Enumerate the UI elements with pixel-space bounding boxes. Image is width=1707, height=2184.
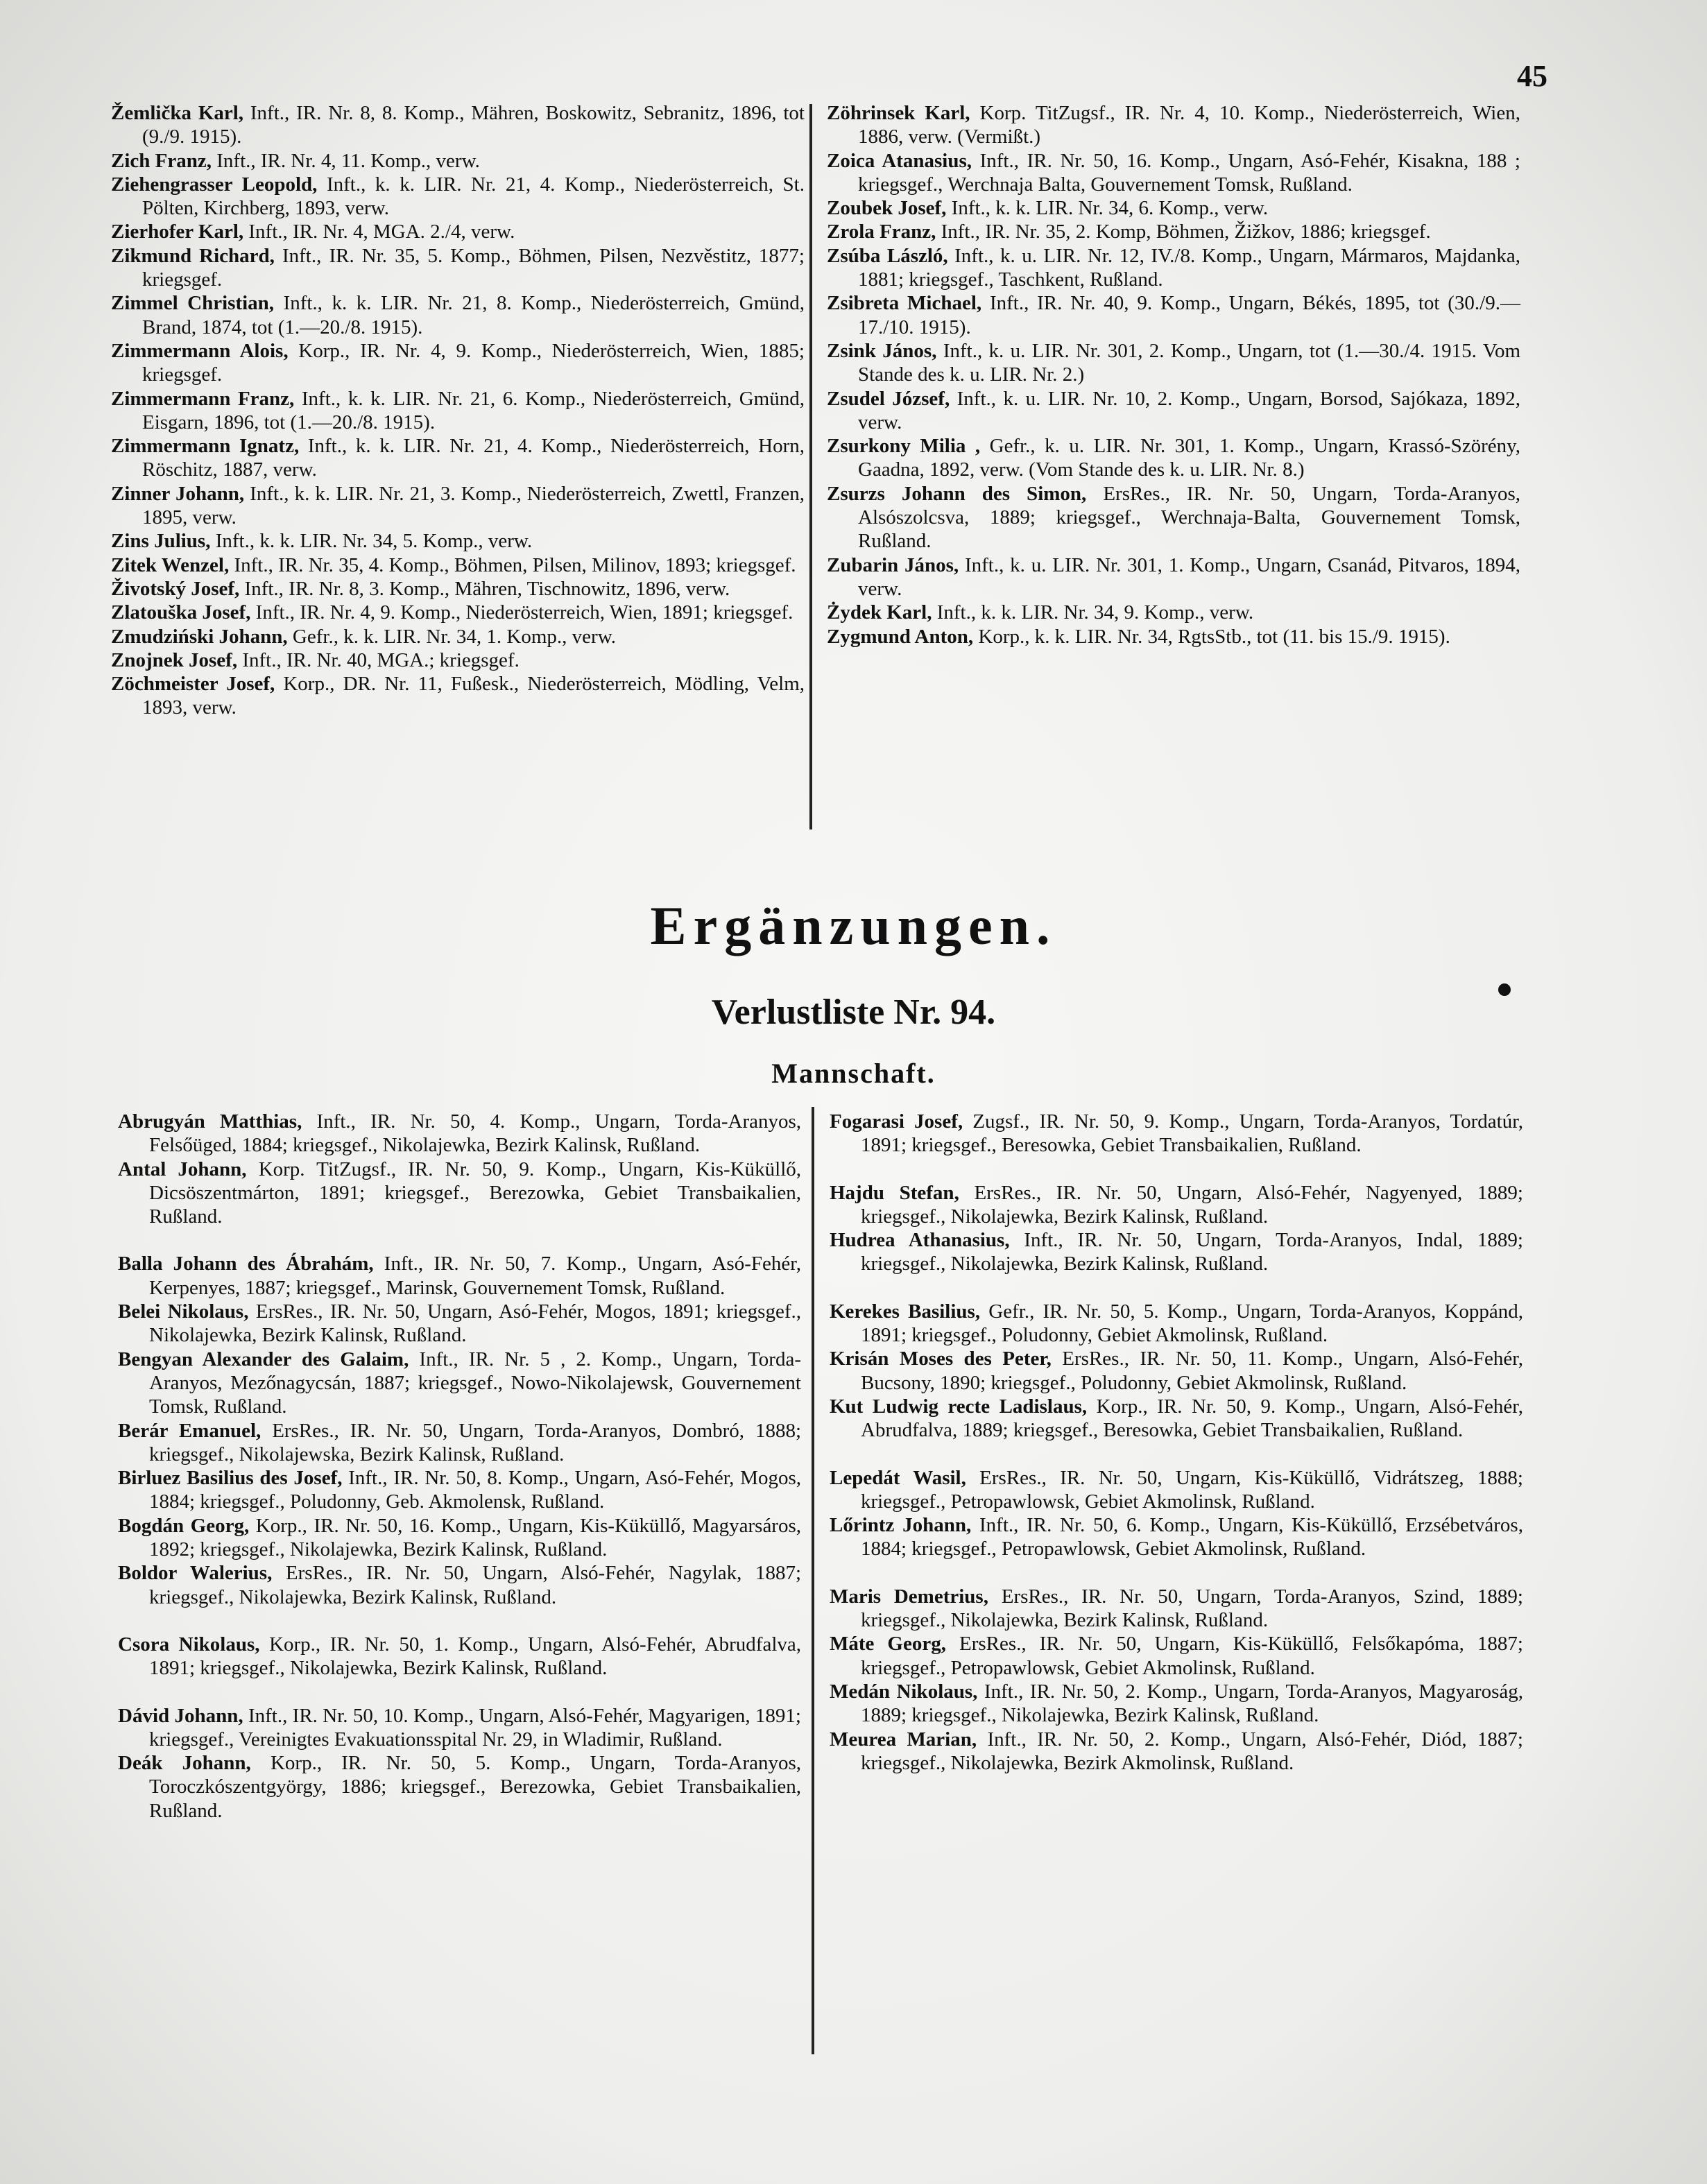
entry-details: Inft., IR. Nr. 50, 4. Komp., Ungarn, Torda-Aranyos, Felsőüged, 1884; kriegsgef., Nikolajewka, Bezirk Kalinsk, Rußland.	[149, 1110, 802, 1157]
entry-name: Zinner Johann,	[111, 482, 245, 505]
entry-name: Dávid Johann,	[118, 1704, 243, 1727]
entry-details: Inft., IR. Nr. 8, 3. Komp., Mähren, Tischnowitz, 1896, verw.	[239, 577, 730, 600]
entry-details: ErsRes., IR. Nr. 50, Ungarn, Torda-Aranyos, Szind, 1889; kriegsgef., Nikolajewka, Bezirk Kalinsk, Rußland.	[861, 1585, 1523, 1632]
entry-name: Lepedát Wasil,	[830, 1466, 966, 1489]
entry-details: Inft., IR. Nr. 8, 8. Komp., Mähren, Boskowitz, Sebranitz, 1896, tot (9./9. 1915).	[142, 102, 805, 148]
entry-name: Zoubek Josef,	[827, 197, 947, 220]
entry-name: Zsurzs Johann des Simon,	[827, 482, 1087, 505]
casualty-entry	[830, 1513, 1523, 1561]
entry-details: Inft., IR. Nr. 4, MGA. 2./4, verw.	[243, 221, 515, 243]
entry-details: Korp. TitZugsf., IR. Nr. 50, 9. Komp., Ungarn, Kis-Küküllő, Dicsöszentmárton, 1891; kriegsgef., Berezowka, Gebiet Transbaikalien, Rußland.	[149, 1158, 802, 1228]
entry-details: Inft., IR. Nr. 35, 4. Komp., Böhmen, Pilsen, Milinov, 1893; kriegsgef.	[229, 553, 796, 576]
entry-name: Znojnek Josef,	[111, 648, 238, 671]
casualty-entry	[118, 1466, 801, 1514]
entry-name: Zsink János,	[827, 339, 937, 362]
entry-name: Hajdu Stefan,	[830, 1181, 959, 1204]
bottom-left-column	[118, 1110, 801, 1823]
casualty-entry	[830, 1110, 1523, 1158]
entry-details: Korp., IR. Nr. 50, 9. Komp., Ungarn, Alsó-Fehér, Abrudfalva, 1889; kriegsgef., Beresowka, Gebiet Transbaikalien, Rußland.	[861, 1395, 1523, 1442]
casualty-entry	[830, 1347, 1523, 1395]
column-divider-bottom	[812, 1107, 814, 2054]
entry-details: Zugsf., IR. Nr. 50, 9. Komp., Ungarn, Torda-Aranyos, Tordatúr, 1891; kriegsgef., Beresowka, Gebiet Transbaikalien, Rußland.	[861, 1110, 1523, 1157]
entry-name: Birluez Basilius des Josef,	[118, 1467, 343, 1490]
casualty-entry	[111, 387, 805, 435]
page-number: 45	[1517, 59, 1547, 93]
entry-name: Abrugyán Matthias,	[118, 1110, 302, 1133]
casualty-entry	[111, 553, 805, 577]
casualty-entry	[830, 1680, 1523, 1728]
top-right-column	[827, 101, 1520, 648]
entry-name: Zitek Wenzel,	[111, 553, 230, 576]
entry-details: Inft., k. k. LIR. Nr. 21, 6. Komp., Niederösterreich, Gmünd, Eisgarn, 1896, tot (1.—20./8. 1915).	[142, 387, 805, 433]
entry-details: ErsRes., IR. Nr. 50, Ungarn, Alsó-Fehér, Nagyenyed, 1889; kriegsgef., Nikolajewka, Bezirk Kalinsk, Rußland.	[861, 1181, 1523, 1228]
entry-name: Zöhrinsek Karl,	[827, 102, 970, 124]
entry-name: Zlatouška Josef,	[111, 601, 251, 624]
entry-name: Zrola Franz,	[827, 221, 936, 243]
entry-name: Zich Franz,	[111, 149, 212, 172]
print-speck	[1498, 983, 1511, 996]
entry-details: Korp., IR. Nr. 50, 5. Komp., Ungarn, Torda-Aranyos, Toroczkószentgyörgy, 1886; kriegsgef., Berezowka, Gebiet Transbaikalien, Rußland.	[149, 1752, 802, 1822]
entry-name: Zikmund Richard,	[111, 244, 275, 267]
entry-name: Zierhofer Karl,	[111, 221, 244, 243]
casualty-entry	[118, 1158, 801, 1229]
entry-gap	[830, 1443, 1523, 1466]
entry-details: Inft., IR. Nr. 50, 8. Komp., Ungarn, Asó-Fehér, Mogos, 1884; kriegsgef., Poludonny, Geb. Akmolensk, Rußland.	[149, 1467, 801, 1513]
casualty-entry	[118, 1704, 801, 1752]
entry-details: ErsRes., IR. Nr. 50, 11. Komp., Ungarn, Alsó-Fehér, Bucsony, 1890; kriegsgef., Poludonny, Gebiet Akmolinsk, Rußland.	[861, 1348, 1524, 1394]
casualty-entry	[111, 291, 805, 339]
entry-name: Fogarasi Josef,	[830, 1110, 963, 1133]
entry-details: Inft., IR. Nr. 40, 9. Komp., Ungarn, Békés, 1895, tot (30./9.—17./10. 1915).	[858, 292, 1520, 338]
entry-details: ErsRes., IR. Nr. 50, Ungarn, Asó-Fehér, Mogos, 1891; kriegsgef., Nikolajewka, Bezirk Kalinsk, Rußland.	[149, 1300, 801, 1347]
casualty-entry	[827, 244, 1520, 292]
entry-details: Inft., IR. Nr. 50, 10. Komp., Ungarn, Alsó-Fehér, Magyarigen, 1891; kriegsgef., Vereinigtes Evakuationsspital Nr. 29, in Wladimir, Rußland.	[149, 1704, 801, 1751]
entry-details: ErsRes., IR. Nr. 50, Ungarn, Kis-Küküllő, Vidrátszeg, 1888; kriegsgef., Petropawlowsk, Gebiet Akmolinsk, Rußland.	[861, 1466, 1523, 1513]
casualty-entry	[830, 1395, 1523, 1443]
section-title: Ergänzungen.	[650, 895, 1057, 956]
casualty-entry	[827, 196, 1520, 220]
casualty-entry	[111, 672, 805, 720]
entry-details: ErsRes., IR. Nr. 50, Ungarn, Kis-Küküllő, Felsőkapóma, 1887; kriegsgef., Petropawlowsk, Gebiet Akmolinsk, Rußland.	[861, 1633, 1523, 1679]
entry-gap	[830, 1158, 1523, 1181]
casualty-entry	[827, 291, 1520, 339]
entry-details: Inft., IR. Nr. 50, 16. Komp., Ungarn, Asó-Fehér, Kisakna, 188 ; kriegsgef., Werchnaja Balta, Gouvernement Tomsk, Rußland.	[858, 149, 1520, 196]
entry-details: Inft., k. u. LIR. Nr. 12, IV./8. Komp., Ungarn, Mármaros, Majdanka, 1881; kriegsgef., Taschkent, Rußland.	[858, 244, 1520, 291]
entry-details: Korp., IR. Nr. 50, 1. Komp., Ungarn, Alsó-Fehér, Abrudfalva, 1891; kriegsgef., Nikolajewka, Bezirk Kalinsk, Rußland.	[149, 1633, 801, 1680]
entry-details: Inft., k. k. LIR. Nr. 34, 6. Komp., verw.	[946, 197, 1269, 220]
entry-gap	[118, 1609, 801, 1633]
entry-details: Inft., k. k. LIR. Nr. 21, 3. Komp., Niederösterreich, Zwettl, Franzen, 1895, verw.	[142, 482, 805, 529]
entry-name: Bogdán Georg,	[118, 1514, 250, 1537]
entry-name: Životský Josef,	[111, 577, 240, 600]
entry-details: Gefr., k. u. LIR. Nr. 301, 1. Komp., Ungarn, Krassó-Szörény, Gaadna, 1892, verw. (Vom Stande des k. u. LIR. Nr. 8.)	[858, 435, 1520, 481]
casualty-entry	[118, 1348, 801, 1419]
entry-name: Žemlička Karl,	[111, 102, 244, 124]
entry-name: Zimmermann Ignatz,	[111, 435, 300, 458]
casualty-entry	[111, 220, 805, 243]
entry-details: Inft., IR. Nr. 50, 6. Komp., Ungarn, Kis-Küküllő, Erzsébetváros, 1884; kriegsgef., Petropawlowsk, Gebiet Akmolinsk, Rußland.	[861, 1514, 1523, 1560]
entry-details: Inft., IR. Nr. 50, Ungarn, Torda-Aranyos, Indal, 1889; kriegsgef., Nikolajewka, Bezirk Kalinsk, Rußland.	[861, 1229, 1523, 1275]
entry-name: Kerekes Basilius,	[830, 1300, 981, 1323]
entry-name: Medán Nikolaus,	[830, 1680, 978, 1703]
entry-details: Inft., IR. Nr. 4, 9. Komp., Niederösterreich, Wien, 1891; kriegsgef.	[250, 601, 794, 624]
casualty-entry	[830, 1632, 1523, 1680]
entry-details: ErsRes., IR. Nr. 50, Ungarn, Torda-Aranyos, Dombró, 1888; kriegsgef., Nikolajewska, Bezirk Kalinsk, Rußland.	[149, 1419, 801, 1465]
casualty-entry	[111, 625, 805, 648]
entry-name: Balla Johann des Ábrahám,	[118, 1253, 374, 1275]
entry-name: Krisán Moses des Peter,	[830, 1348, 1052, 1370]
casualty-entry	[118, 1561, 801, 1609]
casualty-entry	[827, 482, 1520, 553]
entry-details: Inft., IR. Nr. 5 , 2. Komp., Ungarn, Torda-Aranyos, Mezőnagycsán, 1887; kriegsgef., Nowo-Nikolajewsk, Gouvernement Tomsk, Rußland.	[149, 1348, 801, 1418]
entry-details: Inft., k. u. LIR. Nr. 301, 1. Komp., Ungarn, Csanád, Pitvaros, 1894, verw.	[858, 553, 1520, 600]
entry-name: Zygmund Anton,	[827, 625, 974, 648]
entry-gap	[118, 1228, 801, 1252]
entry-name: Żydek Karl,	[827, 601, 932, 624]
entry-name: Lőrintz Johann,	[830, 1514, 972, 1537]
entry-details: Inft., IR. Nr. 40, MGA.; kriegsgef.	[237, 648, 520, 671]
entry-name: Máte Georg,	[830, 1633, 946, 1656]
casualty-entry	[827, 601, 1520, 624]
entry-details: Inft., k. u. LIR. Nr. 301, 2. Komp., Ungarn, tot (1.—30./4. 1915. Vom Stande des k. u. LIR. Nr. 2.)	[858, 339, 1521, 386]
casualty-entry	[111, 648, 805, 672]
entry-details: Inft., IR. Nr. 35, 5. Komp., Böhmen, Pilsen, Nezvěstitz, 1877; kriegsgef.	[142, 244, 805, 291]
casualty-entry	[111, 577, 805, 601]
entry-details: ErsRes., IR. Nr. 50, Ungarn, Torda-Aranyos, Alsószolcsva, 1889; kriegsgef., Werchnaja-Balta, Gouvernement Tomsk, Rußland.	[858, 482, 1520, 553]
casualty-entry	[111, 244, 805, 292]
entry-name: Zimmermann Franz,	[111, 387, 295, 410]
entry-name: Belei Nikolaus,	[118, 1300, 249, 1323]
casualty-entry	[111, 339, 805, 387]
entry-details: ErsRes., IR. Nr. 50, Ungarn, Alsó-Fehér, Nagylak, 1887; kriegsgef., Nikolajewka, Bezirk Kalinsk, Rußland.	[149, 1562, 801, 1608]
casualty-entry	[827, 220, 1520, 243]
entry-details: Korp., IR. Nr. 50, 16. Komp., Ungarn, Kis-Küküllő, Magyarsáros, 1892; kriegsgef., Nikolajewka, Bezirk Kalinsk, Rußland.	[149, 1514, 802, 1561]
entry-name: Bengyan Alexander des Galaim,	[118, 1348, 409, 1370]
entry-name: Ziehengrasser Leopold,	[111, 173, 318, 196]
casualty-entry	[118, 1300, 801, 1348]
entry-name: Boldor Walerius,	[118, 1562, 273, 1585]
entry-name: Antal Johann,	[118, 1158, 247, 1180]
entry-name: Deák Johann,	[118, 1752, 251, 1775]
casualty-entry	[118, 1110, 801, 1158]
entry-name: Zimmermann Alois,	[111, 339, 289, 362]
casualty-entry	[111, 529, 805, 553]
group-title: Mannschaft.	[771, 1058, 936, 1089]
entry-details: Korp., IR. Nr. 4, 9. Komp., Niederösterreich, Wien, 1885; kriegsgef.	[142, 339, 805, 386]
casualty-entry	[118, 1751, 801, 1823]
casualty-entry	[118, 1633, 801, 1680]
casualty-entry	[118, 1514, 801, 1562]
entry-details: Korp., k. k. LIR. Nr. 34, RgtsStb., tot (11. bis 15./9. 1915).	[973, 625, 1450, 648]
casualty-entry	[827, 434, 1520, 482]
casualty-entry	[111, 601, 805, 624]
column-divider-top	[809, 104, 812, 829]
entry-details: Gefr., k. k. LIR. Nr. 34, 1. Komp., verw.	[287, 625, 617, 648]
entry-details: Inft., IR. Nr. 35, 2. Komp, Böhmen, Žižkov, 1886; kriegsgef.	[936, 221, 1431, 243]
entry-name: Meurea Marian,	[830, 1728, 977, 1751]
entry-name: Zimmel Christian,	[111, 292, 275, 315]
entry-details: Inft., IR. Nr. 50, 7. Komp., Ungarn, Asó-Fehér, Kerpenyes, 1887; kriegsgef., Marinsk, Gouvernement Tomsk, Rußland.	[149, 1253, 801, 1299]
casualty-entry	[827, 387, 1520, 435]
entry-gap	[830, 1276, 1523, 1300]
entry-details: Inft., k. k. LIR. Nr. 34, 9. Komp., verw.	[932, 601, 1254, 624]
entry-details: Inft., k. k. LIR. Nr. 21, 4. Komp., Niederösterreich, St. Pölten, Kirchberg, 1893, verw.	[142, 173, 805, 220]
bottom-right-column	[830, 1110, 1523, 1775]
entry-details: Inft., k. k. LIR. Nr. 21, 4. Komp., Niederösterreich, Horn, Röschitz, 1887, verw.	[142, 435, 805, 481]
entry-name: Zins Julius,	[111, 530, 211, 553]
entry-name: Zsúba László,	[827, 244, 948, 267]
entry-gap	[830, 1561, 1523, 1585]
casualty-entry	[111, 482, 805, 530]
entry-details: Inft., IR. Nr. 50, 2. Komp., Ungarn, Torda-Aranyos, Magyaroság, 1889; kriegsgef., Nikolajewka, Bezirk Kalinsk, Rußland.	[861, 1680, 1524, 1727]
entry-name: Zubarin János,	[827, 553, 959, 576]
entry-details: Inft., k. k. LIR. Nr. 34, 5. Komp., verw.	[210, 530, 533, 553]
casualty-entry	[830, 1728, 1523, 1775]
casualty-entry	[111, 149, 805, 173]
entry-name: Zmudziński Johann,	[111, 625, 288, 648]
entry-details: Korp., DR. Nr. 11, Fußesk., Niederösterreich, Mödling, Velm, 1893, verw.	[142, 673, 805, 719]
casualty-entry	[827, 553, 1520, 601]
entry-details: Gefr., IR. Nr. 50, 5. Komp., Ungarn, Torda-Aranyos, Koppánd, 1891; kriegsgef., Poludonny, Gebiet Akmolinsk, Rußland.	[861, 1300, 1523, 1347]
entry-details: Korp. TitZugsf., IR. Nr. 4, 10. Komp., Niederösterreich, Wien, 1886, verw. (Vermißt.)	[858, 102, 1520, 148]
casualty-entry	[830, 1466, 1523, 1514]
casualty-entry	[827, 625, 1520, 648]
entry-details: Inft., IR. Nr. 50, 2. Komp., Ungarn, Alsó-Fehér, Diód, 1887; kriegsgef., Nikolajewka, Bezirk Akmolinsk, Rußland.	[861, 1728, 1523, 1774]
entry-name: Kut Ludwig recte Ladislaus,	[830, 1395, 1088, 1418]
top-left-column	[111, 101, 805, 720]
entry-name: Zsibreta Michael,	[827, 292, 982, 315]
casualty-entry	[830, 1585, 1523, 1633]
casualty-entry	[830, 1181, 1523, 1229]
casualty-entry	[830, 1228, 1523, 1276]
entry-details: Inft., k. u. LIR. Nr. 10, 2. Komp., Ungarn, Borsod, Sajókaza, 1892, verw.	[858, 387, 1521, 433]
entry-name: Berár Emanuel,	[118, 1419, 261, 1442]
casualty-entry	[830, 1300, 1523, 1348]
casualty-entry	[827, 339, 1520, 387]
entry-details: Inft., k. k. LIR. Nr. 21, 8. Komp., Niederösterreich, Gmünd, Brand, 1874, tot (1.—20./8. 1915).	[142, 292, 805, 338]
entry-name: Zoica Atanasius,	[827, 149, 972, 172]
entry-name: Hudrea Athanasius,	[830, 1229, 1010, 1252]
entry-name: Zsudel József,	[827, 387, 950, 410]
casualty-entry	[827, 149, 1520, 197]
entry-details: Inft., IR. Nr. 4, 11. Komp., verw.	[212, 149, 480, 172]
list-title: Verlustliste Nr. 94.	[711, 992, 996, 1032]
casualty-entry	[111, 101, 805, 149]
entry-name: Zöchmeister Josef,	[111, 673, 275, 696]
casualty-entry	[111, 434, 805, 482]
entry-gap	[118, 1680, 801, 1704]
casualty-entry	[827, 101, 1520, 149]
entry-name: Maris Demetrius,	[830, 1585, 988, 1608]
casualty-entry	[118, 1252, 801, 1300]
casualty-entry	[118, 1419, 801, 1467]
entry-name: Csora Nikolaus,	[118, 1633, 260, 1656]
entry-name: Zsurkony Milia ,	[827, 435, 981, 458]
casualty-entry	[111, 173, 805, 221]
